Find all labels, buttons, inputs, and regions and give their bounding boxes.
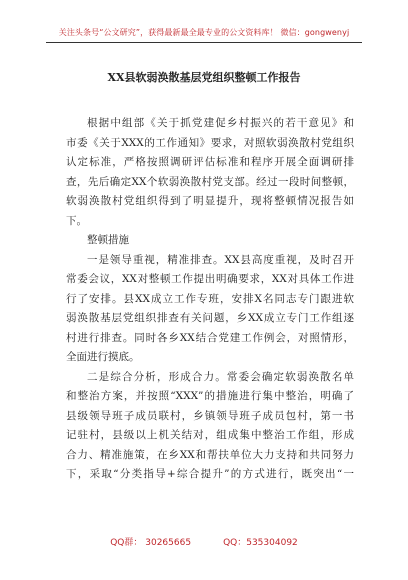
footer <box>0 535 408 548</box>
header-note: 关注头条号“公文研究”，获得最新最全最专业的公文资料库！ 微信：gongwenyj <box>58 28 350 37</box>
paragraph-line: 下，采取“分类指导+综合提升”的方式进行，既突出“一 <box>66 468 354 480</box>
paragraph-line: 软弱涣散村党组织得到了明显提升，现将整顿情况报告如 <box>66 195 354 207</box>
paragraph-line: 查，先后确定XX个软弱涣散村党支部。经过一段时间整顿， <box>66 175 354 188</box>
section-heading: 整顿措施 <box>87 234 129 246</box>
paragraph-line: 下。 <box>66 214 87 227</box>
paragraph-line: 记驻村，县级以上机关结对，组成集中整治工作组，形成 <box>66 429 354 441</box>
footer-qq-group: QQ群： 30265665 <box>110 538 192 548</box>
paragraph-line: 常委会议，XX对整顿工作提出明确要求，XX对具体工作进 <box>66 273 354 285</box>
paragraph-line: 合力、精准施策，在乡XX和帮扶单位大力支持和共同努力 <box>66 448 354 461</box>
paragraph-line: 市委《关于XXX的工作通知》要求，对照软弱涣散村党组织 <box>66 136 354 149</box>
document-title: XX县软弱涣散基层党组织整顿工作报告 <box>107 71 301 84</box>
paragraph-line: 行了安排。县XX成立工作专班，安排X名同志专门跟进软 <box>66 292 354 305</box>
paragraph-line: 弱涣散基层党组织排查有关问题，乡XX成立专门工作组逐 <box>66 312 354 324</box>
footer-qq-contact: QQ：535304092 <box>223 538 298 548</box>
document-body <box>66 114 354 485</box>
paragraph-line: 一是领导重视，精准排查。XX县高度重视，及时召开 <box>87 253 354 266</box>
paragraph-line: 县级领导班子成员联村，乡镇领导班子成员包村，第一书 <box>66 409 354 422</box>
paragraph-line: 全面进行摸底。 <box>66 351 140 363</box>
paragraph-line: 认定标准，严格按照调研评估标准和程序开展全面调研排 <box>66 156 354 168</box>
paragraph-line: 和整治方案，并按照“XXX”的措施进行集中整治，明确了 <box>66 390 354 402</box>
paragraph-line: 二是综合分析，形成合力。常委会确定软弱涣散名单 <box>87 370 354 383</box>
paragraph-line: 根据中组部《关于抓党建促乡村振兴的若干意见》和 <box>87 117 354 129</box>
paragraph-line: 村进行排查。同时各乡XX结合党建工作例会，对照情形， <box>66 331 354 344</box>
header-divider <box>46 42 362 43</box>
